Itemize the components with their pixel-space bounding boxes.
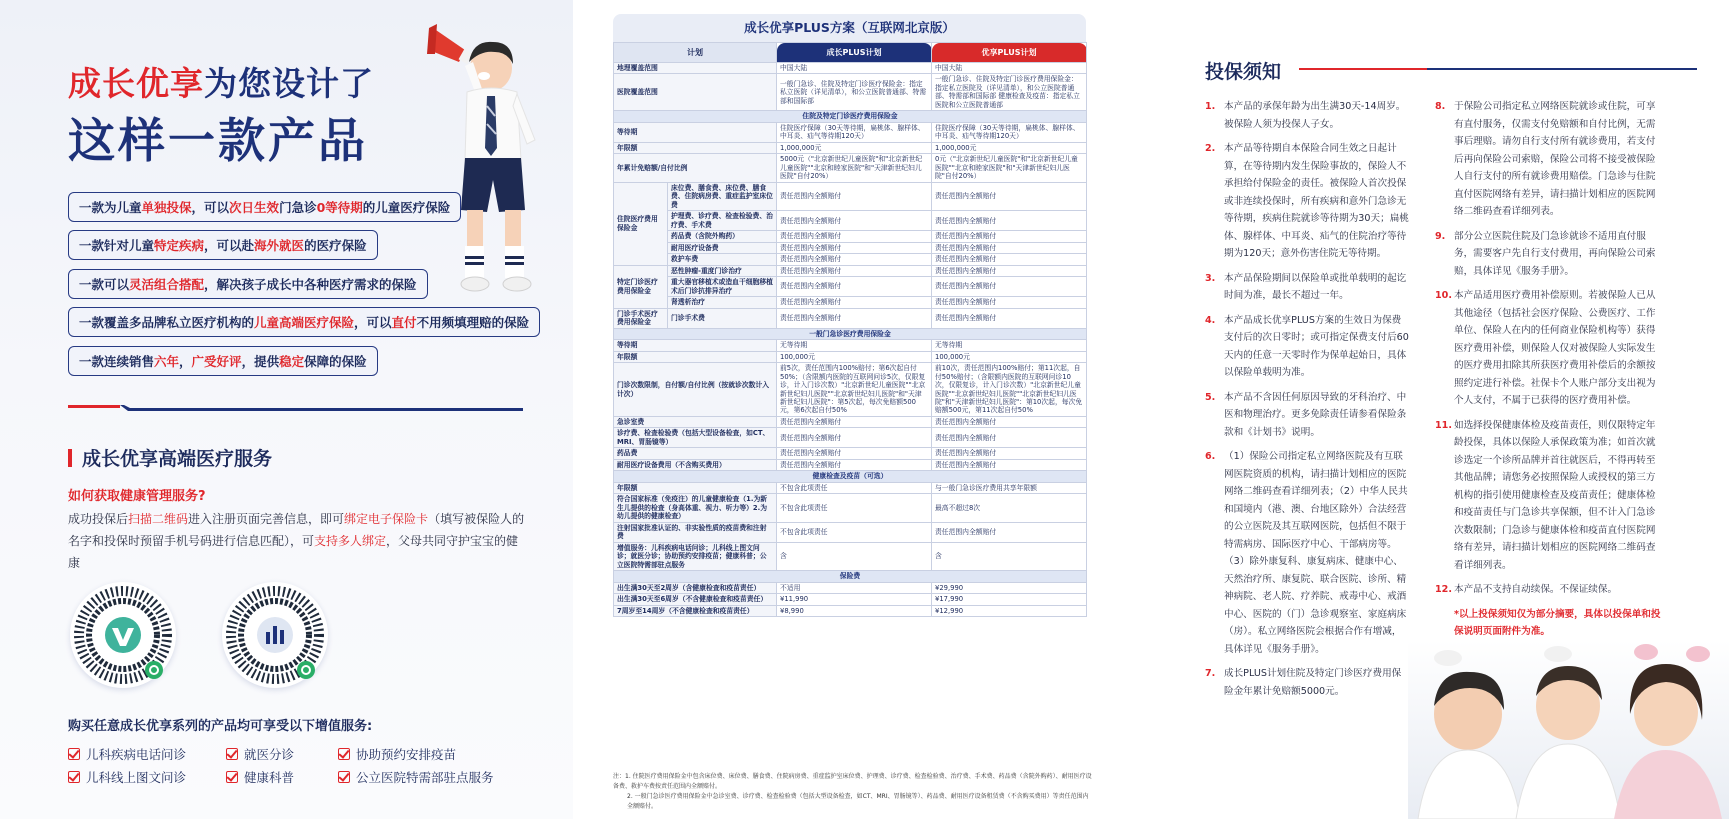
- table-row: [614, 522, 1087, 542]
- growth-plus-cell: 住院医疗保障（30天等待期，扁桃体、腺样体、中耳炎、疝气等待期120天）: [777, 122, 932, 142]
- premium-plus-cell: ¥17,990: [932, 594, 1087, 605]
- premium-plus-cell: 无等待期: [932, 340, 1087, 351]
- table-row: [614, 74, 1087, 111]
- notice-item: [1435, 581, 1663, 599]
- growth-plus-cell: 责任范围内全额赔付: [777, 297, 932, 308]
- highlight-text: 单独投保: [141, 200, 192, 215]
- row-label: 出生满30天至2周岁（含健康检查和疫苗责任）: [614, 582, 777, 593]
- hero-line-2: 这样一款产品: [68, 114, 368, 169]
- row-group-label: 特定门诊医疗费用保险金: [614, 265, 668, 308]
- table-section-row: [614, 471, 1087, 482]
- notice-item: [1205, 140, 1409, 263]
- notice-number: 4.: [1205, 314, 1216, 326]
- growth-plus-cell: 责任范围内全额赔付: [777, 254, 932, 265]
- service-title-text: 成长优享高端医疗服务: [82, 448, 273, 470]
- highlight-text: 次日生效: [229, 200, 280, 215]
- premium-plus-cell: ¥12,990: [932, 605, 1087, 616]
- row-label: 等待期: [614, 122, 777, 142]
- row-sublabel: 救护车费: [668, 254, 777, 265]
- premium-plus-cell: 责任范围内全额赔付: [932, 242, 1087, 253]
- table-row: [614, 582, 1087, 593]
- table-header-growth-plus: 成长PLUS计划: [777, 43, 932, 63]
- checkbox-icon: [226, 748, 238, 760]
- hero-brand: 成长优享: [68, 64, 204, 103]
- hero-line-1: [68, 58, 374, 105]
- left-panel: [0, 0, 573, 819]
- checkbox-icon: [68, 771, 80, 783]
- notice-text: 成长PLUS计划住院及特定门诊医疗费用保险金年累计免赔额5000元。: [1224, 668, 1402, 697]
- highlight-text: 直付: [391, 315, 417, 330]
- feature-item-2: [68, 230, 378, 260]
- notice-item: [1435, 228, 1663, 281]
- row-label: 医院覆盖范围: [614, 74, 777, 111]
- growth-plus-cell: 一般门急诊、住院及特定门诊医疗保险金：指定私立医院（详见清单），和公立医院普通部、特需部和国际部: [777, 74, 932, 111]
- growth-plus-cell: 责任范围内全额赔付: [777, 265, 932, 276]
- premium-plus-cell: 最高不超过8次: [932, 494, 1087, 522]
- text-segment: ，可以: [354, 315, 392, 330]
- service-item: 儿科线上图文问诊: [68, 768, 186, 786]
- growth-plus-cell: 责任范围内全额赔付: [777, 231, 932, 242]
- notice-number: 1.: [1205, 101, 1216, 112]
- table-row: [614, 340, 1087, 351]
- table-section-header: 一般门急诊医疗费用保险金: [614, 328, 1087, 339]
- feature-item-3: [68, 269, 428, 299]
- table-header-premium-plus: 优享PLUS计划: [932, 43, 1087, 63]
- text-segment: 进入注册页面完善信息，即可: [188, 512, 345, 526]
- table-row: [614, 482, 1087, 493]
- title-underline: [1299, 67, 1697, 71]
- notice-number: 12.: [1435, 584, 1452, 595]
- growth-plus-cell: 责任范围内全额赔付: [777, 459, 932, 470]
- row-label: 地理覆盖范围: [614, 63, 777, 74]
- premium-plus-cell: 责任范围内全额赔付: [932, 231, 1087, 242]
- notice-text: 本产品保险期间以保险单或批单载明的起讫时间为准，最长不超过一年。: [1224, 272, 1407, 301]
- megaphone-icon: [427, 24, 473, 64]
- boy-with-megaphone-illustration: [425, 20, 555, 312]
- row-label: 门诊次数限制，自付额/自付比例（按就诊次数计入计次）: [614, 363, 777, 417]
- table-row: [614, 605, 1087, 616]
- table-row: [614, 297, 1087, 308]
- table-row: [614, 428, 1087, 448]
- premium-plus-cell: 责任范围内全额赔付: [932, 459, 1087, 470]
- highlight-text: 稳定: [279, 354, 305, 369]
- notice-text: 本产品的承保年龄为出生满30天-14周岁。被保险人须为投保人子女。: [1224, 101, 1406, 130]
- notice-item: [1435, 98, 1663, 221]
- row-sublabel: 重大器官移植术或造血干细胞移植术后门诊抗排异治疗: [668, 277, 777, 297]
- premium-plus-cell: 责任范围内全额赔付: [932, 428, 1087, 448]
- notice-item: [1205, 665, 1409, 700]
- premium-plus-cell: 含: [932, 542, 1087, 570]
- service-item: 协助预约安排疫苗: [338, 745, 456, 763]
- qr-code-health-service[interactable]: [222, 582, 328, 688]
- health-service-question: 如何获取健康管理服务?: [68, 489, 206, 504]
- premium-plus-cell: 住院医疗保障（30天等待期，扁桃体、腺样体、中耳炎、疝气等待期120天）: [932, 122, 1087, 142]
- table-row: [614, 142, 1087, 153]
- notice-number: 2.: [1205, 143, 1216, 154]
- text-segment: ，可以赴: [204, 238, 255, 253]
- row-label: 增值服务：儿科疾病电话问诊；儿科线上图文问诊；就医分诊；协助预约安排疫苗；健康科普；公立医院特需部驻点服务: [614, 542, 777, 570]
- premium-plus-cell: 责任范围内全额赔付: [932, 297, 1087, 308]
- growth-plus-cell: 不包含此项责任: [777, 494, 932, 522]
- row-sublabel: 床位费、膳食费、床位费、膳食费、住院病房费、重症监护室床位费: [668, 182, 777, 210]
- text-segment: 成功投保后: [68, 512, 129, 526]
- notice-number: 11.: [1435, 419, 1452, 431]
- service-item: 健康科普: [226, 768, 294, 786]
- growth-plus-cell: 不包含此项责任: [777, 482, 932, 493]
- title-accent-bar: [68, 449, 72, 467]
- row-label: 诊疗费、检查检验费（包括大型设备检查，如CT、MRI、胃肠镜等）: [614, 428, 777, 448]
- table-row: [614, 351, 1087, 362]
- notice-number: 3.: [1205, 272, 1216, 284]
- notice-number: 6.: [1205, 451, 1216, 462]
- growth-plus-cell: 责任范围内全额赔付: [777, 308, 932, 328]
- plan-table-panel: [573, 0, 1123, 819]
- notice-column-2: [1435, 98, 1663, 641]
- premium-plus-cell: 中国大陆: [932, 63, 1087, 74]
- highlight-text: 绑定电子保险卡: [344, 512, 429, 526]
- premium-plus-cell: 责任范围内全额赔付: [932, 265, 1087, 276]
- row-label: 等待期: [614, 340, 777, 351]
- highlight-text: 儿童高端医疗保险: [254, 315, 355, 330]
- premium-plus-cell: 责任范围内全额赔付: [932, 416, 1087, 427]
- notice-item: [1205, 312, 1409, 382]
- checkbox-icon: [338, 771, 350, 783]
- premium-plus-cell: 责任范围内全额赔付: [932, 277, 1087, 297]
- highlight-text: 扫描二维码: [128, 512, 189, 526]
- notice-text: 本产品适用医疗费用补偿原则。若被保险人已从其他途径（包括社会医疗保险、公费医疗、工作单位、保险人在内的任何商业保险机构等）获得医疗费用补偿，则保险人仅对被保险人实际发生的医疗费用扣除其所获医疗费用补偿后的余额按照约定进行补偿。社保卡个人账户部分支出视为个人支付，不属于已获得的医疗费用补偿。: [1454, 290, 1656, 406]
- notice-number: 5.: [1205, 391, 1216, 403]
- table-row: [614, 154, 1087, 182]
- growth-plus-cell: 中国大陆: [777, 63, 932, 74]
- growth-plus-cell: 责任范围内全额赔付: [777, 277, 932, 297]
- premium-plus-cell: 100,000元: [932, 351, 1087, 362]
- table-section-row: [614, 328, 1087, 339]
- row-label: 注射国家批准认证的、非实验性质的疫苗费和注射费: [614, 522, 777, 542]
- row-sublabel: 恶性肿瘤-重度门诊治疗: [668, 265, 777, 276]
- table-row: [614, 416, 1087, 427]
- text-segment: 门急诊: [279, 200, 317, 215]
- table-section-row: [614, 571, 1087, 582]
- table-row: [614, 308, 1087, 328]
- table-row: [614, 265, 1087, 276]
- table-row: [614, 63, 1087, 74]
- text-segment: 一款连续销售: [79, 354, 155, 369]
- premium-plus-cell: 1,000,000元: [932, 142, 1087, 153]
- table-footnotes: [613, 772, 1093, 812]
- notice-text: （1）保险公司指定私立网络医院及有互联网医院资质的机构，请扫描计划相应的医院网络二维码查看详细列表；（2）中华人民共和国境内（港、澳、台地区除外）合法经营的公立医院及其互联网医院，包括但不限于特需病房、国际医疗中心、干部病房等。（3）除外康复科、康复病床、健康中心、天然治疗所、康复院、联合医院、诊所、精神病院、老人院、疗养院、戒毒中心、戒酒中心、医院的（门）急诊观察室、家庭病床（房）。私立网络医院会根据合作有增减，具体详见《服务手册》。: [1224, 451, 1408, 655]
- highlight-text: 广受好评: [191, 354, 242, 369]
- table-section-row: [614, 111, 1087, 122]
- row-sublabel: 药品费（含院外购药）: [668, 231, 777, 242]
- row-label: 年限额: [614, 482, 777, 493]
- table-row: [614, 459, 1087, 470]
- row-label: 出生满30天至6周岁（不含健康检查和疫苗责任）: [614, 594, 777, 605]
- footnote-2: 2. 一般门急诊医疗费用保险金中急诊室费、诊疗费、检查检验费（包括大型设备检查，如CT、MRI、胃肠镜等）、药品费、耐用医疗设备租赁费（不含购买费用）等责任范围内全额赔付。: [627, 793, 1089, 810]
- text-segment: 不用频填理赔的保险: [416, 315, 530, 330]
- three-children-photo: [1408, 640, 1729, 819]
- row-sublabel: 门诊手术费: [668, 308, 777, 328]
- service-item: 儿科疾病电话问诊: [68, 745, 186, 763]
- feature-item-1: [68, 192, 461, 222]
- premium-plus-cell: 与一般门急诊医疗费用共享年限额: [932, 482, 1087, 493]
- premium-plus-cell: 前10次，责任范围内100%赔付；第11次起，自付50%赔付；（含限额内医院的互联网问诊10次，仅限复诊，计入门诊次数）"北京新世纪儿童医院""北京新世纪妇儿医院""北京新世纪妇儿医院"和"天津新世纪妇儿医院"：第10次起，每次免赔额500元，第11次起自付50%: [932, 363, 1087, 417]
- text-segment: 保障的保险: [304, 354, 367, 369]
- growth-plus-cell: 含: [777, 542, 932, 570]
- notice-item: [1435, 417, 1663, 575]
- service-item: 就医分诊: [226, 745, 294, 763]
- premium-plus-cell: 责任范围内全额赔付: [932, 522, 1087, 542]
- hero-tagline: 为您设计了: [204, 64, 374, 103]
- table-row: [614, 242, 1087, 253]
- growth-plus-cell: 责任范围内全额赔付: [777, 211, 932, 231]
- table-row: [614, 363, 1087, 417]
- row-sublabel: 护理费、诊疗费、检查检验费、治疗费、手术费: [668, 211, 777, 231]
- health-service-description: [68, 508, 528, 574]
- growth-plus-cell: ¥11,990: [777, 594, 932, 605]
- qr-code-icon: [222, 582, 328, 688]
- plan-table-title: 成长优享PLUS方案（互联网北京版）: [613, 14, 1086, 42]
- growth-plus-cell: 前5次，责任范围内100%赔付；第6次起自付50%；（含限额内医院的互联网问诊5次，仅限复诊，计入门诊次数）"北京新世纪儿童医院""北京新世纪妇儿医院""北京新世纪妇儿医院"和"天津新世纪妇儿医院"：第5次起，每次免赔额500元，第6次起自付50%: [777, 363, 932, 417]
- table-row: [614, 594, 1087, 605]
- checkbox-icon: [338, 748, 350, 760]
- row-label: 年累计免赔额/自付比例: [614, 154, 777, 182]
- notice-number: 7.: [1205, 668, 1216, 679]
- row-label: 符合国家标准（免疫注）的儿童健康检查（1.为新生儿提供的检查（身高体重、视力、听力等）2.为幼儿提供的健康检查）: [614, 494, 777, 522]
- growth-plus-cell: 责任范围内全额赔付: [777, 242, 932, 253]
- checkbox-icon: [68, 748, 80, 760]
- text-segment: 一款为儿童: [79, 200, 142, 215]
- text-segment: ，解决孩子成长中各种医疗需求的保险: [204, 277, 417, 292]
- premium-plus-cell: 责任范围内全额赔付: [932, 182, 1087, 210]
- qr-code-icon: [70, 582, 176, 688]
- highlight-text: 海外就医: [254, 238, 305, 253]
- plan-comparison-table: [613, 42, 1087, 617]
- notice-text: 于保险公司指定私立网络医院就诊或住院，可享有直付服务，仅需支付免赔额和自付比例，无需事后理赔。请勿自行支付所有就诊费用，若支付后再向保险公司索赔，保险公司将不接受被保险人自行支付的所有就诊费用赔偿。门急诊与住院直付医院网络有差异，请扫描计划相应的医院网络二维码查看详细列表。: [1454, 101, 1656, 217]
- growth-plus-cell: 100,000元: [777, 351, 932, 362]
- growth-plus-cell: ¥8,990: [777, 605, 932, 616]
- table-section-header: 住院及特定门诊医疗费用保险金: [614, 111, 1087, 122]
- service-title: [68, 444, 272, 471]
- notice-number: 8.: [1435, 101, 1446, 112]
- notice-item: [1205, 389, 1409, 442]
- highlight-text: 六年: [154, 354, 180, 369]
- value-added-services-title: 购买任意成长优享系列的产品均可享受以下增值服务:: [68, 719, 373, 734]
- highlight-text: 灵活组合搭配: [129, 277, 205, 292]
- notice-column-1: [1205, 98, 1409, 707]
- text-segment: 一款覆盖多品牌私立医疗机构的: [79, 315, 255, 330]
- row-group-label: 门诊手术医疗费用保险金: [614, 308, 668, 328]
- premium-plus-cell: 0元（"北京新世纪儿童医院"和"北京新世纪儿童医院""北京和睦家医院"和"天津新世纪妇儿医院"自付20%）: [932, 154, 1087, 182]
- notice-item: [1435, 287, 1663, 410]
- premium-plus-cell: 责任范围内全额赔付: [932, 308, 1087, 328]
- growth-plus-cell: 不适用: [777, 582, 932, 593]
- growth-plus-cell: 5000元（"北京新世纪儿童医院"和"北京新世纪儿童医院""北京和睦家医院"和"天津新世纪妇儿医院"自付20%）: [777, 154, 932, 182]
- notice-number: 10.: [1435, 290, 1452, 301]
- text-segment: ，: [179, 354, 192, 369]
- qr-code-hospital-network[interactable]: [70, 582, 176, 688]
- table-section-header: 保险费: [614, 571, 1087, 582]
- table-row: [614, 122, 1087, 142]
- premium-plus-cell: 责任范围内全额赔付: [932, 254, 1087, 265]
- table-row: [614, 254, 1087, 265]
- footnote-1: 注：1. 住院医疗费用保险金中包含床位费、床位费、膳食费、住院病房费、重症监护室床位费、护理费、诊疗费、检查检验费、治疗费、手术费、药品费（含院外购药）、耐用医疗设备费、救护车费按责任范围内全额赔付。: [613, 773, 1092, 790]
- table-row: [614, 231, 1087, 242]
- table-row: [614, 448, 1087, 459]
- growth-plus-cell: 责任范围内全额赔付: [777, 182, 932, 210]
- notice-title: 投保须知: [1205, 61, 1282, 83]
- highlight-text: 支持多人绑定: [314, 534, 387, 548]
- feature-item-4: [68, 307, 540, 337]
- growth-plus-cell: 责任范围内全额赔付: [777, 428, 932, 448]
- growth-plus-cell: 责任范围内全额赔付: [777, 448, 932, 459]
- table-row: [614, 182, 1087, 210]
- row-label: 年限额: [614, 351, 777, 362]
- row-group-label: 住院医疗费用保险金: [614, 182, 668, 265]
- service-item: 公立医院特需部驻点服务: [338, 768, 494, 786]
- notice-item: [1205, 98, 1409, 133]
- text-segment: 的儿童医疗保险: [362, 200, 451, 215]
- row-label: 药品费: [614, 448, 777, 459]
- table-row: [614, 542, 1087, 570]
- notice-item: [1205, 270, 1409, 305]
- checkbox-icon: [226, 771, 238, 783]
- premium-plus-cell: ¥29,990: [932, 582, 1087, 593]
- text-segment: 一款可以: [79, 277, 130, 292]
- growth-plus-cell: 不包含此项责任: [777, 522, 932, 542]
- table-row: [614, 494, 1087, 522]
- insurance-notice-panel: [1123, 0, 1729, 819]
- text-segment: ，提供: [241, 354, 280, 369]
- feature-item-5: [68, 346, 378, 376]
- text-segment: （填写被保险人的名字和投保时预留手机号码进行信息匹配），可: [68, 512, 525, 548]
- text-segment: 一款针对儿童: [79, 238, 155, 253]
- notice-text: 本产品不支持自动续保。不保证续保。: [1454, 584, 1618, 595]
- premium-plus-cell: 一般门急诊、住院及特定门诊医疗费用保险金：指定私立医院及（详见清单），和公立医院普通部、特需部和国际部 健康检查及疫苗：指定私立医院和公立医院普通部: [932, 74, 1087, 111]
- table-row: [614, 211, 1087, 231]
- highlight-text: 特定疾病: [154, 238, 205, 253]
- growth-plus-cell: 1,000,000元: [777, 142, 932, 153]
- notice-text: 本产品成长优享PLUS方案的生效日为保费支付后的次日零时；或可指定保费支付后60天内的任意一天零时作为保单起始日，具体以保险单载明为准。: [1224, 314, 1409, 378]
- highlight-text: 0等待期: [316, 200, 363, 215]
- table-row: [614, 277, 1087, 297]
- row-label: 急诊室费: [614, 416, 777, 427]
- text-segment: ，可以: [191, 200, 230, 215]
- section-divider: [68, 405, 523, 411]
- growth-plus-cell: 责任范围内全额赔付: [777, 416, 932, 427]
- row-label: 7周岁至14周岁（不含健康检查和疫苗责任）: [614, 605, 777, 616]
- table-header-plan: 计划: [614, 43, 777, 63]
- notice-text: 部分公立医院住院及门急诊就诊不适用直付服务，需要客户先自行支付费用，再向保险公司索赔，具体详见《服务手册》。: [1454, 230, 1656, 277]
- notice-number: 9.: [1435, 230, 1446, 242]
- notice-text: 本产品等待期自本保险合同生效之日起计算，在等待期内发生保险事故的，保险人不承担给付保险金的责任。被保险人首次投保或非连续投保时，所有疾病和意外门急诊无等待期，疾病住院就诊等待期为30天；扁桃体、腺样体、中耳炎、疝气的住院治疗等待期为120天；意外伤害住院无等待期。: [1224, 143, 1409, 259]
- notice-text: 如选择投保健康体检及疫苗责任，则仅限特定年龄投保，具体以保险人承保政策为准；如首次就诊选定一个诊所品牌并首往就医后，不得再转至其他品牌；请您务必按照保险人或授权的第三方机构的指引使用健康检查及疫苗责任；健康体检和疫苗责任与门急诊共享保额，但不计入门急诊次数限制；门急诊与健康体检和疫苗直付医院网络有差异，请扫描计划相应的医院网络二维码查看详细列表。: [1454, 419, 1656, 571]
- growth-plus-cell: 无等待期: [777, 340, 932, 351]
- text-segment: ，父母共同守护宝宝的健康: [68, 534, 519, 570]
- row-sublabel: 肾透析治疗: [668, 297, 777, 308]
- row-label: 耐用医疗设备费用（不含购买费用）: [614, 459, 777, 470]
- row-sublabel: 耐用医疗设备费: [668, 242, 777, 253]
- premium-plus-cell: 责任范围内全额赔付: [932, 211, 1087, 231]
- table-section-header: 健康检查及疫苗（可选）: [614, 471, 1087, 482]
- notice-text: 本产品不含因任何原因导致的牙科治疗、中医和物理治疗。更多免除责任请参看保险条款和《计划书》说明。: [1224, 391, 1407, 438]
- text-segment: 的医疗保险: [304, 238, 367, 253]
- row-label: 年限额: [614, 142, 777, 153]
- disclaimer-note: *以上投保须知仅为部分摘要，具体以投保单和投保说明页面附件为准。: [1454, 608, 1661, 637]
- premium-plus-cell: 责任范围内全额赔付: [932, 448, 1087, 459]
- notice-item: [1205, 448, 1409, 658]
